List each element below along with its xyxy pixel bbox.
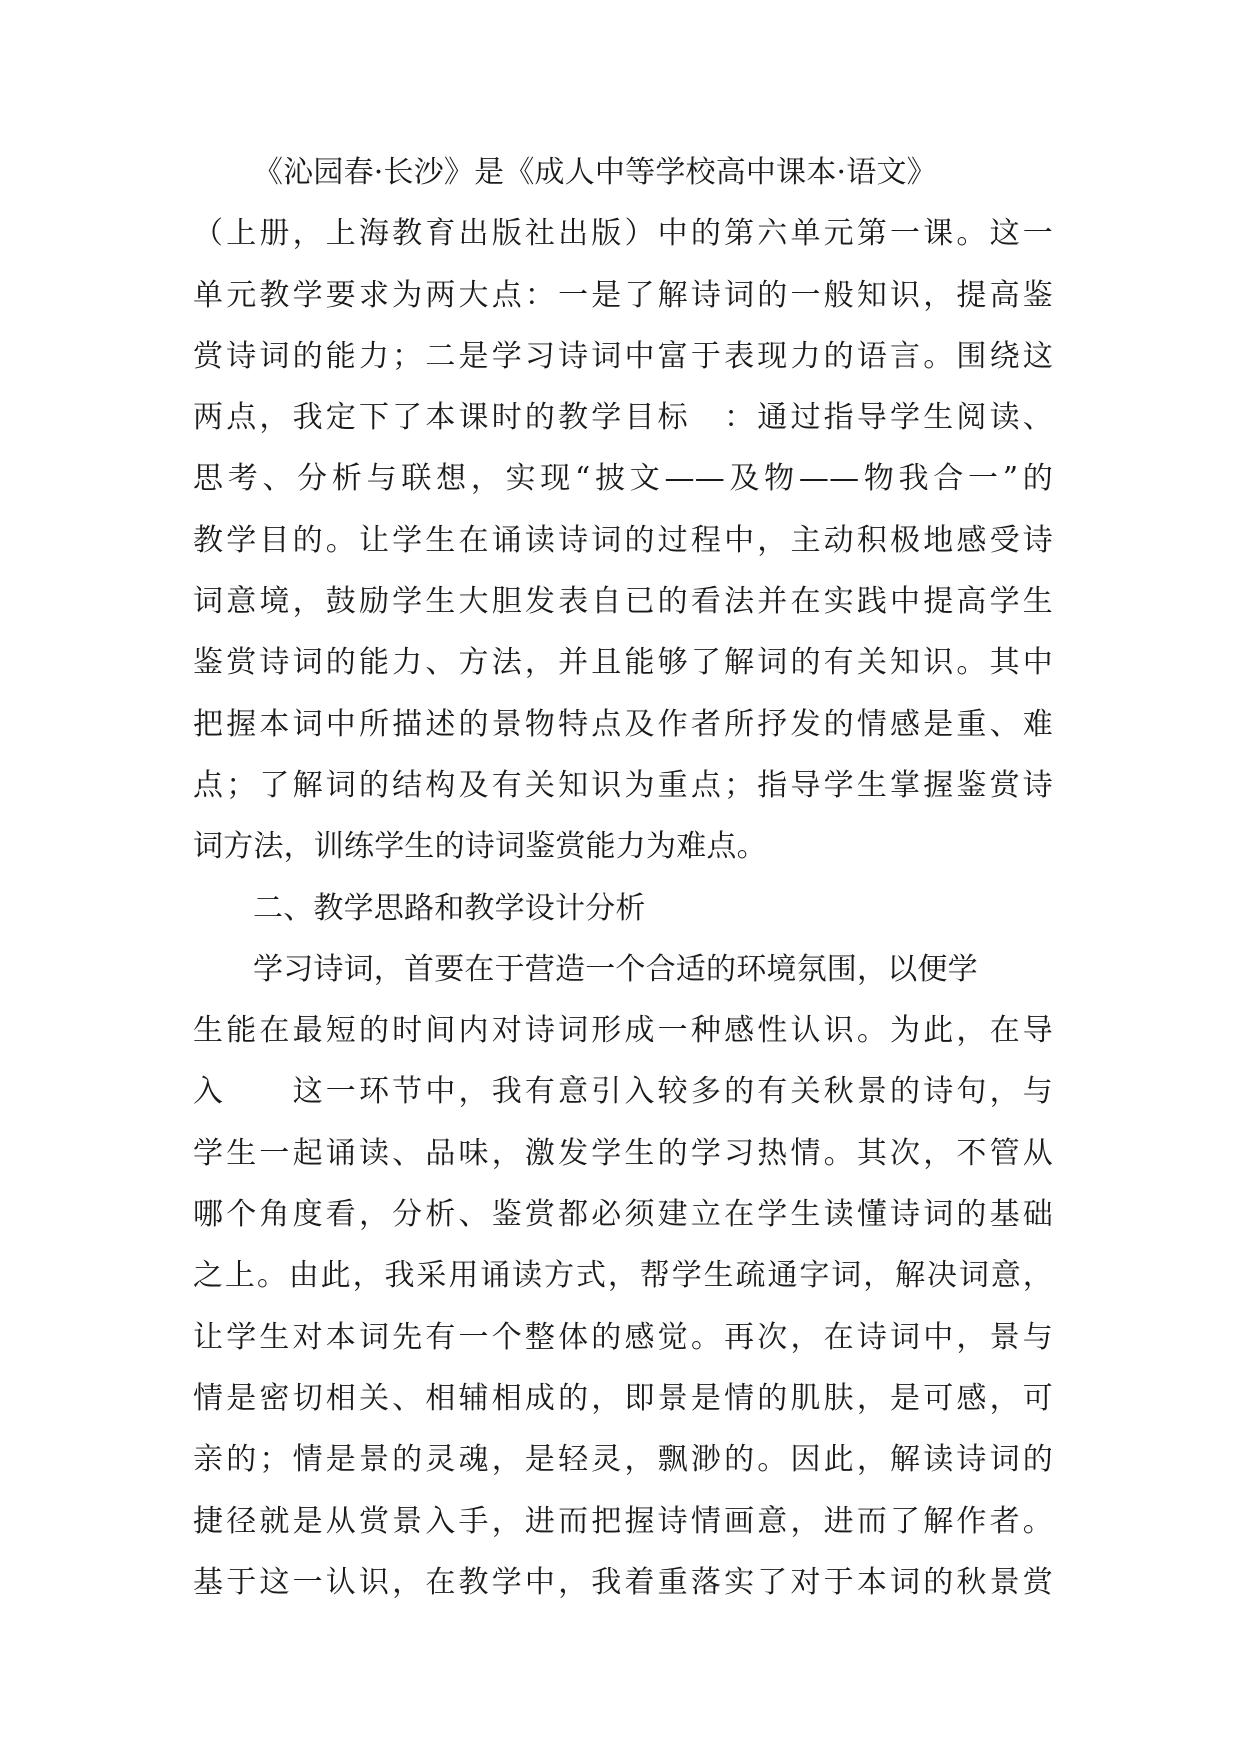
paragraph-line: 生能在最短的时间内对诗词形成一种感性认识。为此，在导 [193, 1013, 1053, 1049]
paragraph-line: 情是密切相关、相辅相成的，即景是情的肌肤，是可感，可 [193, 1380, 1053, 1416]
paragraph-line: 学习诗词，首要在于营造一个合适的环境氛围，以便学 [253, 951, 978, 987]
document-body [193, 155, 1053, 1629]
paragraph-line: 《沁园春·长沙》是《成人中等学校高中课本·语文》 [253, 155, 937, 190]
paragraph-line: 让学生对本词先有一个整体的感觉。再次，在诗词中，景与 [193, 1319, 1053, 1355]
paragraph-line: 词意境，鼓励学生大胆发表自已的看法并在实践中提高学生 [193, 584, 1053, 620]
paragraph-line: 词方法，训练学生的诗词鉴赏能力为难点。 [193, 829, 767, 865]
paragraph-line: 亲的；情是景的灵魂，是轻灵，飘渺的。因此，解读诗词的 [193, 1442, 1053, 1478]
paragraph-line: 思考、分析与联想，实现“披文——及物——物我合一”的 [193, 461, 1053, 497]
paragraph-line: （上册，上海教育出版社出版）中的第六单元第一课。这一 [193, 216, 1053, 252]
paragraph-line: 哪个角度看，分析、鉴赏都必须建立在学生读懂诗词的基础 [193, 1197, 1053, 1233]
paragraph-line: 捷径就是从赏景入手，进而把握诗情画意，进而了解作者。 [193, 1503, 1053, 1539]
paragraph-line: 之上。由此，我采用诵读方式，帮学生疏通字词，解决词意， [193, 1258, 1053, 1294]
paragraph-line: 入 这一环节中，我有意引入较多的有关秋景的诗句，与 [193, 1074, 1053, 1110]
paragraph-line: 教学目的。让学生在诵读诗词的过程中，主动积极地感受诗 [193, 522, 1053, 558]
paragraph-line: 单元教学要求为两大点：一是了解诗词的一般知识，提高鉴 [193, 277, 1053, 313]
paragraph-line: 赏诗词的能力；二是学习诗词中富于表现力的语言。围绕这 [193, 338, 1053, 374]
paragraph-line: 把握本词中所描述的景物特点及作者所抒发的情感是重、难 [193, 706, 1053, 742]
paragraph-line: 两点，我定下了本课时的教学目标 ：通过指导学生阅读、 [193, 400, 1053, 436]
paragraph-line: 点；了解词的结构及有关知识为重点；指导学生掌握鉴赏诗 [193, 767, 1053, 803]
paragraph-line: 基于这一认识，在教学中，我着重落实了对于本词的秋景赏 [193, 1564, 1053, 1600]
section-heading: 二、教学思路和教学设计分析 [253, 890, 646, 926]
paragraph-line: 鉴赏诗词的能力、方法，并且能够了解词的有关知识。其中 [193, 645, 1053, 681]
paragraph-line: 学生一起诵读、品味，激发学生的学习热情。其次，不管从 [193, 1135, 1053, 1171]
